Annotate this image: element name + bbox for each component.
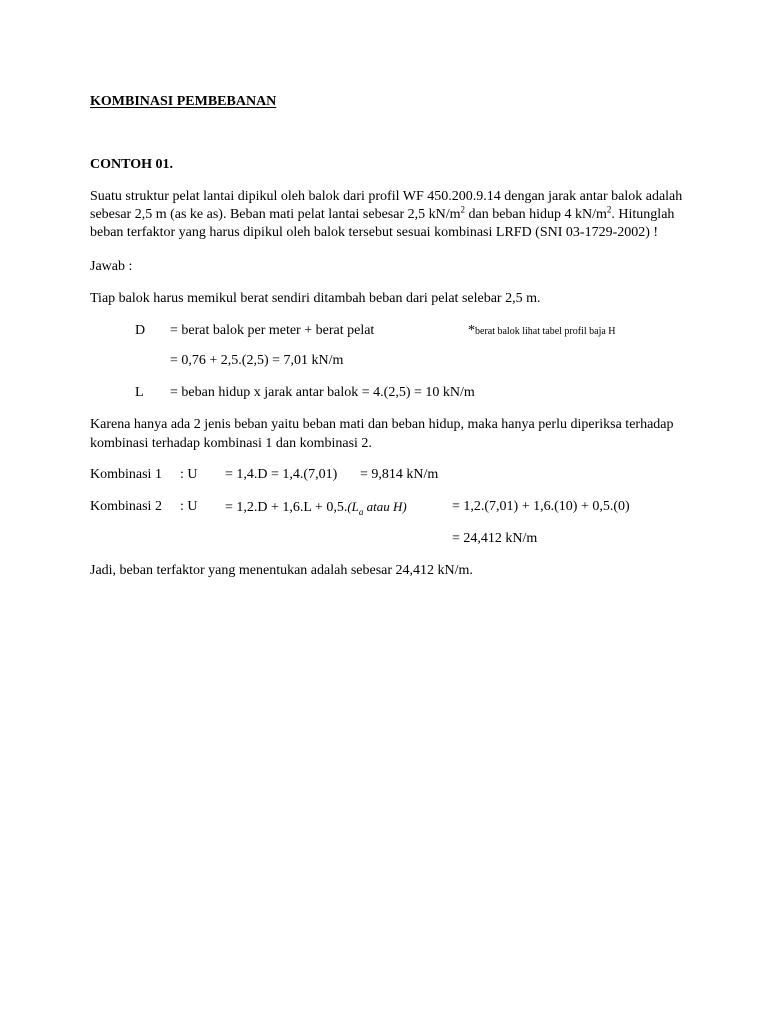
problem-line-3: beban terfaktor yang harus dipikul oleh balok tersebut sesuai kombinasi LRFD (SNI 03-1729-2002) ! bbox=[90, 225, 659, 240]
dead-load-calc: = 0,76 + 2,5.(2,5) = 7,01 kN/m bbox=[170, 353, 344, 368]
live-load-definition: = beban hidup x jarak antar balok = 4.(2,5) = 10 kN/m bbox=[170, 385, 475, 400]
combo2-formula: = $1,2.D + 1,6.L + 0,5.(L_a$ atau H) bbox=[225, 499, 407, 517]
combo2-u: : U bbox=[180, 499, 198, 514]
dead-load-note: *berat balok lihat tabel profil baja H bbox=[468, 323, 616, 338]
combo1-formula: = 1,4.D = 1,4.(7,01) bbox=[225, 467, 338, 482]
problem-line-1: Suatu struktur pelat lantai dipikul oleh balok dari profil WF 450.200.9.14 dengan jarak antar balok adalah bbox=[90, 189, 683, 204]
combo2-label: Kombinasi 2 bbox=[90, 499, 162, 514]
combo2-sub-calc: = 1,2.(7,01) + 1,6.(10) + 0,5.(0) bbox=[452, 499, 630, 514]
dead-load-definition: = berat balok per meter + berat pelat bbox=[170, 323, 375, 338]
combo2-result: = 24,412 kN/m bbox=[452, 531, 538, 546]
dead-load-symbol: D bbox=[135, 323, 146, 338]
explanation-line-1: Karena hanya ada 2 jenis beban yaitu beban mati dan beban hidup, maka hanya perlu diperiksa terhadap bbox=[90, 417, 674, 432]
problem-line-2: sebesar 2,5 m (as ke as). Beban mati pelat lantai sebesar 2,5 $kN/m^2$ dan beban hidup 4 $kN/m^2$. Hitunglah bbox=[90, 204, 675, 222]
live-load-symbol: L bbox=[135, 385, 144, 400]
combo1-u: : U bbox=[180, 467, 198, 482]
explanation-line-2: kombinasi terhadap kombinasi 1 dan kombinasi 2. bbox=[90, 436, 372, 451]
intro-text: Tiap balok harus memikul berat sendiri ditambah beban dari pelat selebar 2,5 m. bbox=[90, 291, 541, 306]
conclusion: Jadi, beban terfaktor yang menentukan adalah sebesar 24,412 kN/m. bbox=[90, 563, 473, 578]
document-title: KOMBINASI PEMBEBANAN bbox=[90, 94, 277, 109]
combo1-result: = 9,814 kN/m bbox=[360, 467, 439, 482]
answer-label: Jawab : bbox=[90, 259, 133, 274]
combo1-label: Kombinasi 1 bbox=[90, 467, 162, 482]
example-heading: CONTOH 01. bbox=[90, 157, 173, 172]
